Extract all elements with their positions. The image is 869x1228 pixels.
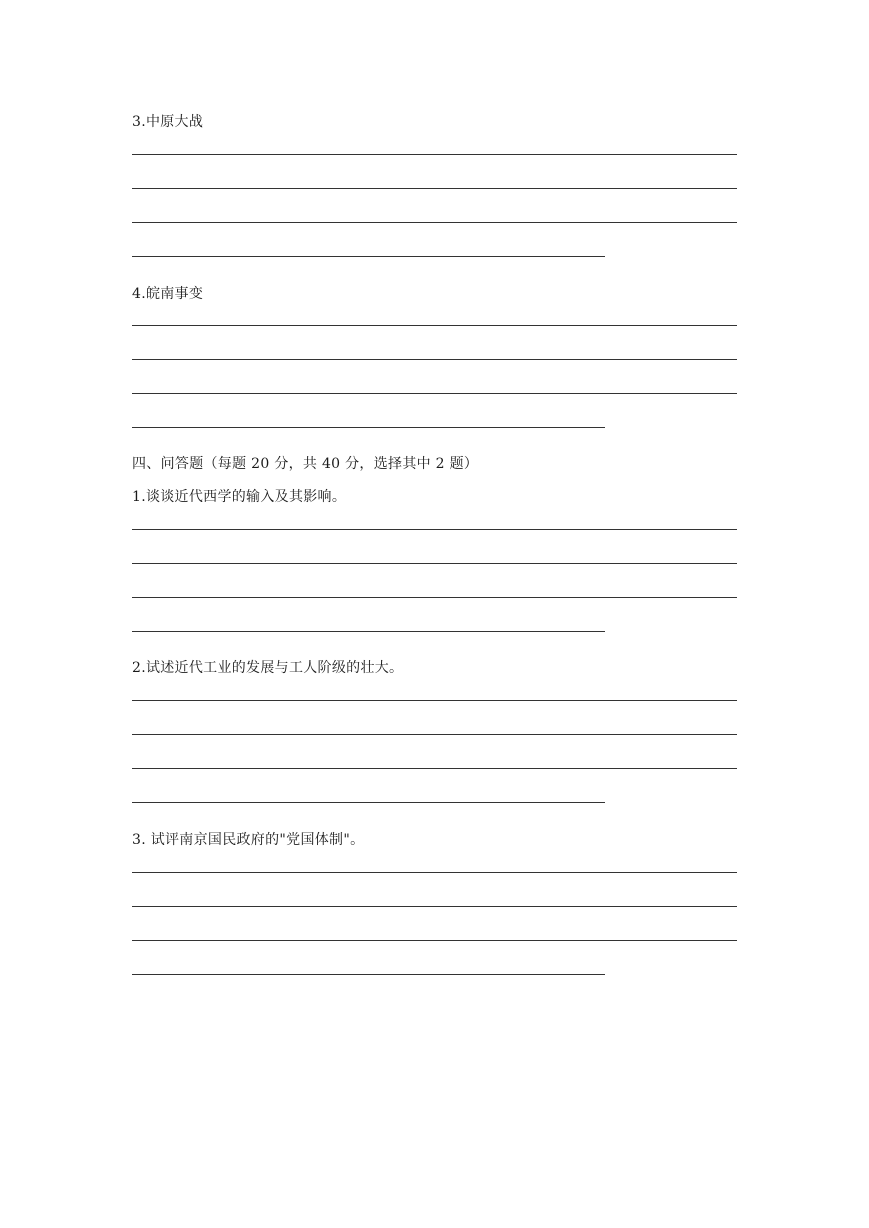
answer-line [132,631,605,632]
answer-line [132,188,737,189]
answer-line [132,802,605,803]
question-4-title: 4.皖南事变 [132,286,204,302]
answer-line [132,734,737,735]
answer-line [132,325,737,326]
answer-line [132,222,737,223]
answer-line [132,393,737,394]
answer-line [132,872,737,873]
answer-line [132,597,737,598]
answer-line [132,154,737,155]
answer-line [132,563,737,564]
answer-line [132,427,605,428]
essay-question-2: 2.试述近代工业的发展与工人阶级的壮大。 [132,660,404,676]
section-4-heading: 四、问答题（每题 20 分，共 40 分，选择其中 2 题） [132,456,479,472]
essay-question-1: 1.谈谈近代西学的输入及其影响。 [132,489,347,505]
answer-line [132,359,737,360]
essay-question-3: 3. 试评南京国民政府的"党国体制"。 [132,832,365,848]
answer-line [132,940,737,941]
question-3-title: 3.中原大战 [132,114,204,130]
answer-line [132,768,737,769]
answer-line [132,906,737,907]
answer-line [132,700,737,701]
answer-line [132,974,605,975]
answer-line [132,256,605,257]
answer-line [132,529,737,530]
